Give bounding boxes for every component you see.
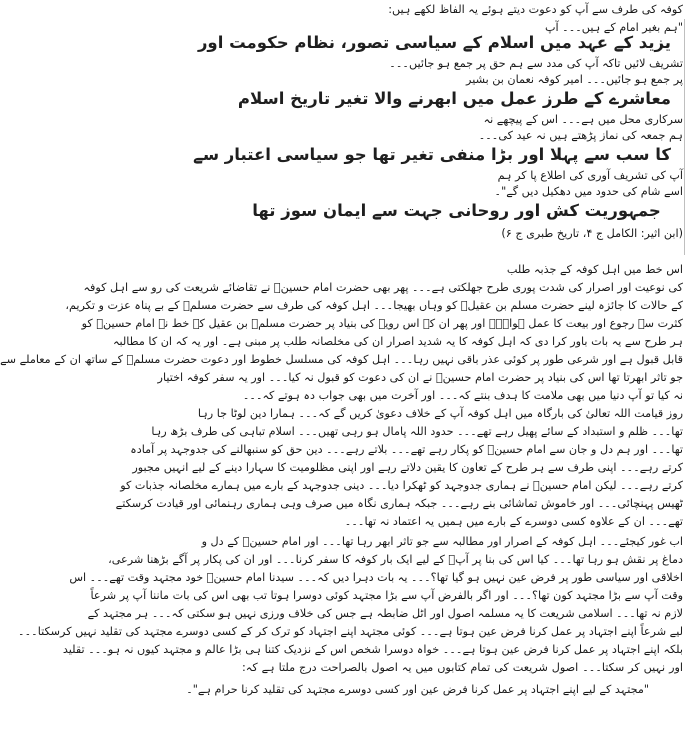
headline-line: یزید کے عہد میں اسلام کے سیاسی تصور، نظام حکومت اور [197,33,671,52]
quote-line: "مجتہد کے لیے اپنے اجتہاد پر عمل کرنا فرض عین اور کسی دوسرے مجتہد کی تقلید کرنا حرام ہے"۔ [186,683,649,696]
quote-line: ہم جمعہ کی نماز پڑھتے ہیں نہ عید کی۔۔۔ [478,129,683,142]
body-line: اس خط میں اہل کوفہ کے جذبہ طلب [506,263,683,276]
body-line: دماغ پر نقش ہو رہا تھا۔۔۔ کیا اس کی بنا پر آپؑ کے لیے ایک بار کوفہ کا سفر کرنا۔۔۔ اور ان کی پکار پر آگے بڑھنا شرعی، [108,553,683,566]
quote-line: پر جمع ہو جائیں۔۔۔ امیر کوفہ نعمان بن بشیر [466,73,683,86]
body-line: وقت آپ سے بڑا مجتہد کون تھا؟۔۔۔ اور اگر بالفرض آپ سے بڑا مجتہد کوئی دوسرا ہوتا تب بھی اس کی بات ماننا آپ پر شرعاً [90,589,683,602]
body-line: تھا۔۔۔ ظلم و استبداد کے سائے پھیل رہے تھے۔۔۔ حدود اللہ پامال ہو رہی تھیں۔۔۔ اسلام تباہی کی طرف بڑھ رہا [151,425,683,438]
body-line: لازم نہ تھا۔۔۔ اسلامی شریعت کا یہ مسلمہ اصول اور اٹل ضابطہ ہے جس کی خلاف ورزی نہیں ہو سکتی کہ۔۔۔ ہر مجتہد کے [87,607,683,620]
body-line: بلکہ اپنے اجتہاد پر عمل کرنا فرض عین ہوتا ہے۔۔۔ خواہ دوسرا شخص اس کے نزدیک کتنا ہی بڑا عالم و مجتہد کیوں نہ ہو۔۔۔ تقلید [62,643,683,656]
body-line: لیے شرعاً اپنے اجتہاد پر عمل کرنا فرض عین ہوتا ہے۔۔۔ کوئی مجتہد اپنے اجتہاد کو ترک کر کے کسی دوسرے مجتہد کی تقلید نہیں کرسکتا۔۔۔ [18,625,683,638]
body-line: اخلاقی اور سیاسی طور پر فرض عین نہیں ہو گیا تھا؟۔۔۔ یہ بات دہرا دیں کہ۔۔۔ سیدنا امام حسینؑ خود مجتہد وقت تھے۔۔۔ اس [69,571,683,584]
quote-line: "ہم بغیر امام کے ہیں۔۔۔ آپ [544,21,683,34]
headline-line: کا سب سے پہلا اور بڑا منفی تغیر تھا جو سیاسی اعتبار سے [193,145,671,164]
body-line: روز قیامت اللہ تعالیٰ کی بارگاہ میں اہل کوفہ آپ کے خلاف دعویٰ کریں گے کہ۔۔۔ ہمارا دین لوٹا جا رہا [197,407,683,420]
body-line: قابل قبول ہے اور شرعی طور پر کوئی عذر باقی نہیں رہا۔۔۔ اہل کوفہ کی مسلسل خطوط اور دعوت حضرت مسلمؑ کے ساتھ ان کے معاملے سے [0,353,683,366]
body-line: ٹھیس پہنچائی۔۔۔ اور خاموش تماشائی بنے رہے۔۔۔ جبکہ ہماری نگاہ میں صرف وہی ہماری رہنمائی اور قیادت کرسکتے [115,497,683,510]
headline-line: جمہوریت کش اور روحانی جہت سے ایمان سوز تھا [252,201,661,220]
quote-line: اسے شام کی حدود میں دھکیل دیں گے"۔ [494,185,683,198]
body-line: نہ کیا تو آپ دنیا میں بھی ملامت کا ہدف بنتے کہ۔۔۔ اور آخرت میں بھی جواب دہ ہوتے کہ۔۔۔ [242,389,683,402]
body-line: کثرت سے رجوع اور بیعت کا عمل ہوا۔۔۔ اور پھر ان کے اس رویے کی بنیاد پر حضرت مسلمؑ بن عقیل کے خط نے امام حسینؑ کو [81,317,683,330]
body-line: کرتے رہے۔۔۔ اپنی طرف سے ہر طرح کے تعاون کا یقین دلاتے رہے اور اپنی مظلومیت کا سہارا دینے کے لیے انہیں مجبور [132,461,683,474]
body-line: کے حالات کا جائزہ لینے حضرت مسلم بن عقیلؑ کو وہاں بھیجا۔۔۔ اہل کوفہ کی طرف سے حضرت مسلمؑ کے بے پناہ عزت و تکریم، [65,299,683,312]
intro-line: کوفہ کی طرف سے آپ کو دعوت دیتے ہوئے یہ الفاظ لکھے ہیں: [388,3,683,16]
body-line: جو تاثر ابھرتا تھا اس کی بنیاد پر حضرت امام حسینؑ نے ان کی دعوت کو قبول نہ کیا۔۔۔ اور یہ سفر کوفہ اختیار [157,371,683,384]
quote-line: تشریف لائیں تاکہ آپ کی مدد سے ہم حق پر جمع ہو جائیں۔۔۔ [389,57,683,70]
body-line: تھا۔۔۔ اور ہم دل و جان سے امام حسینؑ کو پکار رہے تھے۔۔۔ بلاتے رہے۔۔۔ دین حق کو سنبھالنے کی جدوجہد پر آمادہ [130,443,683,456]
headline-line: معاشرے کے طرز عمل میں ابھرنے والا تغیر تاریخ اسلام [237,89,671,108]
body-line: اور نہیں کر سکتا۔۔۔ اصول شریعت کی تمام کتابوں میں یہ اصول بالصراحت درج ملتا ہے کہ: [242,661,683,674]
quote-line: آپ کی تشریف آوری کی اطلاع پا کر ہم [497,169,683,182]
body-line: اب غور کیجئے۔۔۔ اہل کوفہ کے اصرار اور مطالبہ سے جو تاثر ابھر رہا تھا۔۔۔ اور امام حسینؑ کے دل و [201,535,683,548]
citation-line: (ابن اثیر: الکامل ج ۴، تاریخ طبری ج ۶) [501,227,683,240]
quote-line: سرکاری محل میں ہے۔۔۔ اس کے پیچھے نہ [483,113,683,126]
body-line: تھے۔۔۔ ان کے علاوہ کسی دوسرے کے بارے میں ہمیں یہ اعتماد نہ تھا۔۔۔ [344,515,683,528]
body-line: کی نوعیت اور اصرار کی شدت پوری طرح جھلکتی ہے۔۔۔ پھر بھی حضرت امام حسینؑ نے تقاضائے شریعت کی رو سے اہل کوفہ [83,281,683,294]
body-line: کرتے رہے۔۔۔ لیکن امام حسینؑ نے ہماری جدوجہد کو ٹھکرا دیا۔۔۔ دینی جدوجہد کے بارے میں ہمارے مخلصانہ جذبات کو [120,479,683,492]
body-line: ہر طرح سے یہ بات باور کرا دی کہ اہل کوفہ کا یہ شدید اصرار ان کی مخلصانہ طلب پر مبنی ہے۔ اور یہ کہ ان کا مطالبہ [112,335,683,348]
